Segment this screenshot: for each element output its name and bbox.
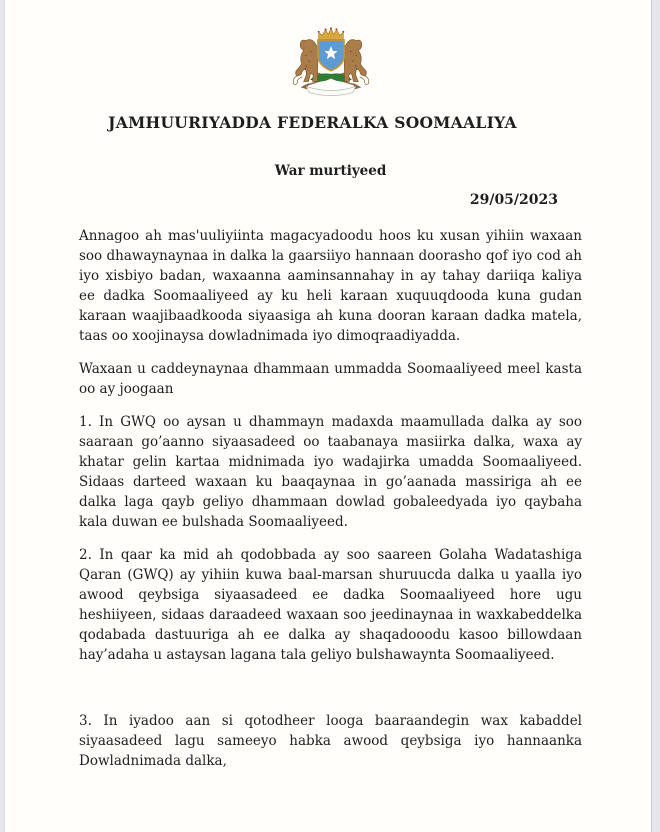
document-page xyxy=(4,0,652,832)
ribbon-icon xyxy=(306,86,355,95)
paragraph-item-3: 3. In iyadoo aan si qotodheer looga baaraandegin wax kabaddel siyaasadeed lagu sameeyo habka awood qeybsiga iyo hannaanka Dowladnimada dalka, xyxy=(79,713,582,769)
somalia-coat-of-arms-icon xyxy=(283,27,379,98)
paragraph-declaration: Waxaan u caddeynaynaa dhammaan ummadda Soomaaliyeed meel kasta oo ay joogaan xyxy=(79,361,582,397)
document-subtitle: War murtiyeed xyxy=(274,163,387,179)
paragraph-intro: Annagoo ah mas'uuliyiinta magacyadoodu hoos ku xusan yihiin waxaan soo dhawaynaynaa in dalka la gaarsiiyo hannaan doorasho qof iyo cod ah iyo xisbiyo badan, waxaanna aaminsannahay in ay tahay dariiqa kaliya ee dadka Soomaaliyeed ay ku heli karaan xuquuqdooda kuna gudan karaan waajibaadkooda siyaasiga ah kuna dooran karaan dadka matela, taas oo xoojinaysa dowladnimada iyo dimoqraadiyadda. xyxy=(79,228,582,344)
paragraph-item-2: 2. In qaar ka mid ah qodobbada ay soo saareen Golaha Wadatashiga Qaran (GWQ) ay yihiin kuwa baal-marsan shuruucda dalka u yaalla iyo awood qeybsiga siyaasadeed ee dadka Soomaaliyeed hore ugu heshiiyeen, sidaas daraadeed waxaan soo jeedinaynaa in waxkabeddelka qodabada dastuuriga ah ee dalka ay shaqadooodu kasoo billowdaan hay’adaha u astaysan lagana tala geliyo bulshawaynta Soomaaliyeed. xyxy=(79,547,582,663)
leopard-left-icon xyxy=(293,40,318,85)
paragraph-item-1: 1. In GWQ oo aysan u dhammayn madaxda maamullada dalka ay soo saaraan go’aanno siyaasadeed oo taabanaya masiirka dalka, waxa ay khatar gelin kartaa midnimada iyo wadajirka umadda Soomaaliyeed. Sidaas darteed waxaan ku baaqaynaa in go’aanada massiriga ah ee dalka laga qayb geliyo dhammaan dowlad gobaleedyada iyo qaybaha kala duwan ee bulshada Soomaaliyeed. xyxy=(79,414,582,530)
leopard-right-icon xyxy=(343,40,368,85)
document-date: 29/05/2023 xyxy=(469,192,558,208)
crown-icon xyxy=(317,27,343,39)
document-title: JAMHUURIYADDA FEDERALKA SOOMAALIYA xyxy=(108,113,517,132)
